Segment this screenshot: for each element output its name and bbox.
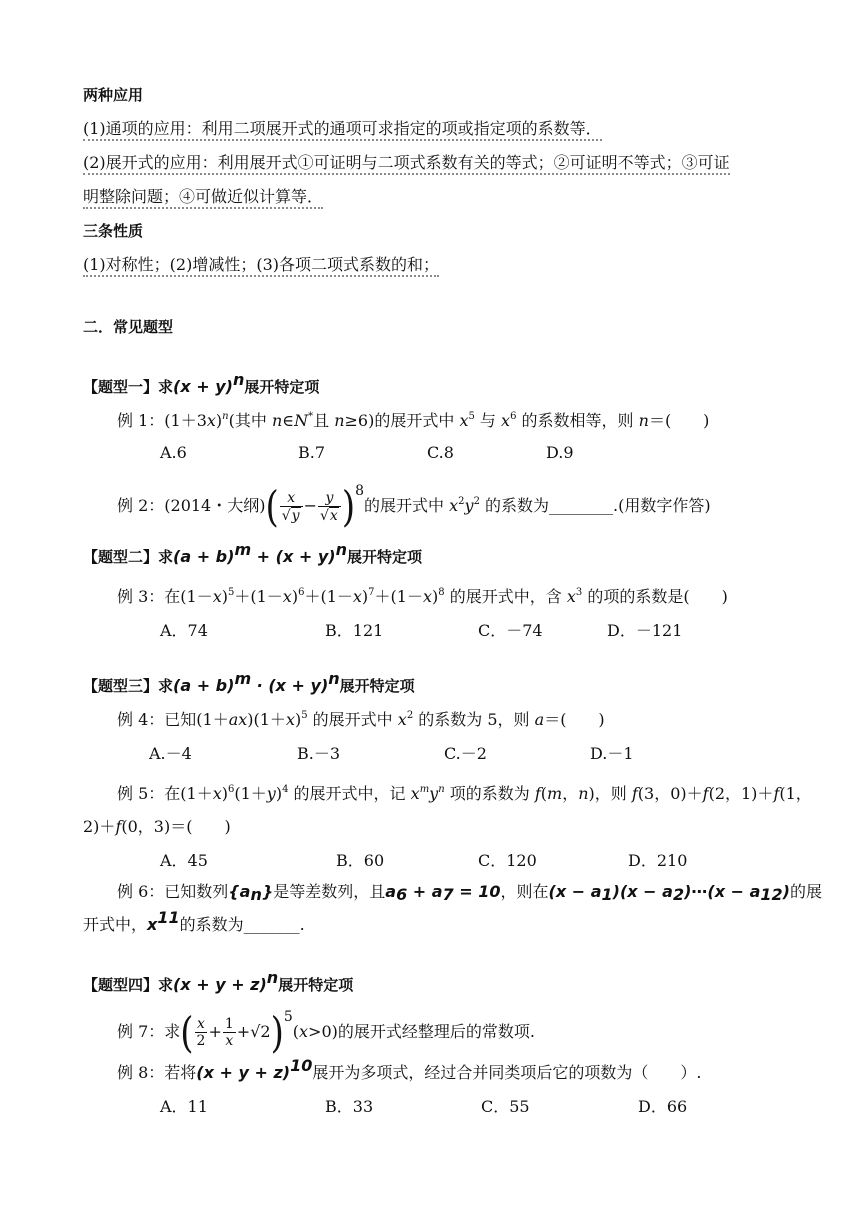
ex1-sup-n: n xyxy=(222,411,229,422)
ex1-sup-5: 5 xyxy=(468,411,475,422)
ex4-f: ＝( ) xyxy=(544,710,605,729)
ex5-y: y xyxy=(266,784,276,803)
ex1-text-d: ∈ xyxy=(282,411,295,430)
type-1-math: (x + y) xyxy=(173,377,233,396)
applications-heading: 两种应用 xyxy=(83,86,144,104)
ex7-fraction-2 xyxy=(223,1016,236,1049)
ex6-p2: )(x − a xyxy=(612,882,673,901)
ex6-c: ，则在 xyxy=(500,882,549,901)
section-heading: 二．常见题型 xyxy=(83,318,174,336)
application-1 xyxy=(83,118,602,140)
type-4-heading xyxy=(83,968,354,996)
ex1-option-d: D.9 xyxy=(546,443,574,462)
ex2-frac2-den xyxy=(318,507,341,524)
ex5-k: (2，1)＋ xyxy=(708,784,774,803)
ex4-option-d: D.－1 xyxy=(590,744,634,763)
ex6-x11: x xyxy=(147,915,158,934)
ex5-n: n xyxy=(438,784,445,795)
ex8-a: 例 8：若将 xyxy=(117,1063,197,1082)
ex5-i: )，则 xyxy=(588,784,632,803)
type-3-math-1: (a + b) xyxy=(173,676,235,695)
ex6-i6: 6 xyxy=(396,885,408,904)
type-3-math-2: (x + y) xyxy=(268,676,329,695)
ex7-frac2-den: x xyxy=(225,1033,234,1049)
ex1-var-x5: x xyxy=(459,411,469,430)
ex4-av: a xyxy=(534,710,545,729)
type-4-prefix: 【题型四】求 xyxy=(83,976,174,994)
ex1-var-n2: n xyxy=(334,411,345,430)
ex6-s11: 11 xyxy=(157,908,180,927)
ex7-fraction-1 xyxy=(195,1016,208,1049)
ex6-eq-plus: + a xyxy=(407,882,443,901)
ex2-var-y: y xyxy=(464,496,474,515)
type-4-sup: n xyxy=(266,968,279,987)
ex2-sqrt-2: √ xyxy=(320,507,329,524)
application-2-line-2 xyxy=(83,186,323,208)
ex3-option-a: A．74 xyxy=(160,621,208,640)
ex2-text-a: 例 2：(2014・大纲) xyxy=(117,496,266,515)
ex2-frac1-num: x xyxy=(280,490,303,507)
example-8 xyxy=(117,1056,702,1084)
ex8-option-a: A．11 xyxy=(160,1097,208,1116)
ex3-x2: x xyxy=(282,587,292,606)
ex4-x: x xyxy=(285,710,295,729)
ex3-b: ) xyxy=(221,587,228,606)
ex2-text-c: 的系数为________.(用数字作答) xyxy=(479,496,711,515)
type-3-sup-2: n xyxy=(328,669,340,688)
ex4-ax: ax xyxy=(228,710,248,729)
ex5-xm: x xyxy=(410,784,420,803)
properties-text: (1)对称性；(2)增减性；(3)各项二项式系数的和； xyxy=(83,255,439,277)
example-6-line-2 xyxy=(83,908,305,936)
ex5-s4: 4 xyxy=(282,784,289,795)
ex5-f3: f xyxy=(773,784,780,803)
ex1-star: * xyxy=(308,411,314,422)
ex5-f1: f xyxy=(631,784,638,803)
ex2-paren-close: ) xyxy=(341,481,356,532)
ex3-option-b: B．121 xyxy=(325,621,384,640)
ex6-p4: ) xyxy=(782,882,790,901)
type-2-heading xyxy=(83,540,422,568)
ex5-m2: m xyxy=(547,784,563,803)
ex2-frac2-den-val: x xyxy=(329,507,338,524)
ex4-s2: 2 xyxy=(406,710,414,721)
ex3-a: 例 3：在(1－ xyxy=(117,587,213,606)
ex1-option-b: B.7 xyxy=(298,443,326,462)
ex2-frac1-den-val: y xyxy=(291,507,300,524)
ex7-frac1-num: x xyxy=(195,1016,208,1033)
ex7-b: ( xyxy=(292,1022,300,1041)
ex8-option-d: D．66 xyxy=(638,1097,688,1116)
ex8-math: (x + y + z) xyxy=(196,1063,291,1082)
ex5-h: ， xyxy=(562,784,579,803)
ex6-b: 是等差数列，且 xyxy=(273,882,386,901)
ex5-j: (3，0)＋ xyxy=(637,784,703,803)
ex1-text-f: ≥6)的展开式中 xyxy=(344,411,460,430)
ex3-x1: x xyxy=(212,587,222,606)
ex2-var-x: x xyxy=(449,496,459,515)
ex5-g: ( xyxy=(540,784,548,803)
ex4-c: ) xyxy=(294,710,302,729)
ex2-sup-2b: 2 xyxy=(473,496,480,507)
ex5-s6: 6 xyxy=(227,784,235,795)
ex5-line2a: 2)＋ xyxy=(83,817,116,836)
ex8-b: 展开为多项式，经过合并同类项后它的项数为（ ）. xyxy=(312,1063,702,1082)
example-5-line-2 xyxy=(83,816,231,838)
ex7-a: 例 7：求 xyxy=(117,1022,181,1041)
ex6-eq1: a xyxy=(385,882,397,901)
ex6-j1: 1 xyxy=(601,885,613,904)
ex7-x: x xyxy=(299,1022,309,1041)
ex3-s7: 7 xyxy=(368,587,375,598)
ex5-l: (1， xyxy=(779,784,812,803)
ex2-power: 8 xyxy=(355,483,365,499)
ex5-d: ) xyxy=(275,784,283,803)
ex1-sup-6: 6 xyxy=(510,411,517,422)
ex3-j: 的项的系数是( ) xyxy=(582,587,728,606)
application-2-text-1: (2)展开式的应用：利用展开式①可证明与二项式系数有关的等式；②可证明不等式；③可证 xyxy=(83,153,730,175)
ex3-option-c: C．－74 xyxy=(478,621,543,640)
ex5-c: (1＋ xyxy=(234,784,267,803)
ex5-f: 项的系数为 xyxy=(444,784,535,803)
ex2-paren-open: ( xyxy=(265,481,279,532)
ex6-seq: {a xyxy=(228,882,251,901)
example-4 xyxy=(117,709,605,731)
type-3-heading xyxy=(83,669,415,697)
ex1-var-n3: n xyxy=(638,411,649,430)
ex5-f4: f xyxy=(115,817,122,836)
ex4-d: 的展开式中 xyxy=(307,710,398,729)
ex1-var-N: N xyxy=(294,411,309,430)
ex4-b: )(1＋ xyxy=(247,710,286,729)
example-5-line-1 xyxy=(117,783,812,805)
type-3-dot: · xyxy=(251,676,269,695)
ex5-option-c: C．120 xyxy=(478,851,537,870)
ex4-option-b: B.－3 xyxy=(297,744,341,763)
ex8-option-c: C．55 xyxy=(481,1097,530,1116)
type-1-sup: n xyxy=(232,370,245,389)
ex5-f2: f xyxy=(702,784,709,803)
type-4-suffix: 展开特定项 xyxy=(278,976,354,994)
ex6-d: 的展 xyxy=(789,882,822,901)
type-2-plus: + xyxy=(251,547,276,566)
ex1-text-c: (其中 xyxy=(228,411,272,430)
ex5-a: 例 5：在(1＋ xyxy=(117,784,213,803)
ex6-i7: 7 xyxy=(442,885,454,904)
example-2 xyxy=(117,478,711,534)
ex3-s5: 5 xyxy=(227,587,235,598)
ex7-power: 5 xyxy=(283,1009,293,1025)
ex7-plus-1: + xyxy=(208,1022,222,1041)
ex6-p1: (x − a xyxy=(548,882,602,901)
example-6-line-1 xyxy=(117,881,822,903)
ex7-frac2-num: 1 xyxy=(224,1016,234,1032)
ex5-b: ) xyxy=(221,784,228,803)
ex2-frac2-num: y xyxy=(318,490,341,507)
properties-heading: 三条性质 xyxy=(83,222,144,240)
ex6-seq-n: n xyxy=(250,885,262,904)
ex6-a: 例 6：已知数列 xyxy=(117,882,229,901)
ex2-sqrt-1: √ xyxy=(281,507,291,524)
ex5-e: 的展开式中，记 xyxy=(288,784,411,803)
ex3-x5: x xyxy=(566,587,576,606)
ex1-text-i: ＝( ) xyxy=(648,411,710,430)
application-2-line-1 xyxy=(83,152,730,174)
ex2-fraction-2 xyxy=(318,490,341,524)
type-2-sup-2: n xyxy=(335,540,347,559)
ex3-f: ) xyxy=(361,587,369,606)
ex6-seq-close: } xyxy=(261,882,274,901)
ex5-m: m xyxy=(419,784,430,795)
type-2-suffix: 展开特定项 xyxy=(346,548,422,566)
ex1-text-e: 且 xyxy=(313,411,335,430)
ex7-paren-open: ( xyxy=(180,1007,194,1058)
ex3-g: ＋(1－ xyxy=(374,587,423,606)
ex3-s8: 8 xyxy=(438,587,445,598)
ex4-x2: x xyxy=(397,710,407,729)
ex3-d: ) xyxy=(291,587,299,606)
ex5-option-a: A．45 xyxy=(160,851,208,870)
ex5-fmn: f xyxy=(534,784,541,803)
ex4-option-c: C.－2 xyxy=(444,744,487,763)
ex1-text-h: 的系数相等，则 xyxy=(516,411,639,430)
ex4-s5: 5 xyxy=(301,710,308,721)
ex1-text-g: 与 xyxy=(474,411,502,430)
ex1-text-a: 例 1：(1＋3 xyxy=(117,411,207,430)
ex5-n2: n xyxy=(578,784,589,803)
example-7 xyxy=(117,1004,535,1060)
type-1-heading xyxy=(83,370,320,398)
ex5-option-d: D．210 xyxy=(628,851,688,870)
type-2-math-2: (x + y) xyxy=(275,547,336,566)
type-1-prefix: 【题型一】求 xyxy=(83,378,174,396)
ex2-minus: − xyxy=(303,496,317,515)
ex6-line2a: 开式中， xyxy=(83,915,148,934)
ex1-var-x: x xyxy=(206,411,216,430)
type-2-sup-1: m xyxy=(234,540,252,559)
application-1-text: (1)通项的应用：利用二项展开式的通项可求指定的项或指定项的系数等． xyxy=(83,119,602,141)
ex1-var-x6: x xyxy=(501,411,511,430)
ex3-h: ) xyxy=(432,587,439,606)
ex3-x3: x xyxy=(352,587,362,606)
ex7-c: >0)的展开式经整理后的常数项. xyxy=(308,1022,535,1041)
ex2-text-b: 的展开式中 xyxy=(364,496,450,515)
type-1-suffix: 展开特定项 xyxy=(244,378,320,396)
ex6-j12: 12 xyxy=(760,885,783,904)
ex4-option-a: A.－4 xyxy=(149,744,192,763)
ex4-e: 的系数为 5，则 xyxy=(413,710,535,729)
ex1-text-b: ) xyxy=(215,411,223,430)
ex2-frac1-den xyxy=(280,507,303,524)
ex3-s3: 3 xyxy=(575,587,583,598)
ex6-eq-val: = 10 xyxy=(453,882,501,901)
ex2-sup-2a: 2 xyxy=(458,496,465,507)
type-4-math: (x + y + z) xyxy=(173,975,267,994)
application-2-text-2: 明整除问题；④可做近似计算等． xyxy=(83,187,323,209)
ex4-a: 例 4：已知(1＋ xyxy=(117,710,229,729)
type-2-math-1: (a + b) xyxy=(173,547,235,566)
ex2-fraction-1 xyxy=(280,490,303,524)
ex3-c: ＋(1－ xyxy=(234,587,283,606)
ex7-sqrt: √2 xyxy=(250,1022,271,1041)
ex3-e: ＋(1－ xyxy=(304,587,353,606)
example-1 xyxy=(117,410,709,432)
type-3-suffix: 展开特定项 xyxy=(339,677,415,695)
ex5-x: x xyxy=(212,784,222,803)
ex5-line2b: (0，3)＝( ) xyxy=(121,817,231,836)
ex6-j2: 2 xyxy=(672,885,685,904)
ex6-line2b: 的系数为_______. xyxy=(179,915,305,934)
ex7-plus-2: + xyxy=(236,1022,251,1041)
ex6-p3: )⋯(x − a xyxy=(684,882,761,901)
type-3-prefix: 【题型三】求 xyxy=(83,677,174,695)
ex3-i: 的展开式中，含 xyxy=(444,587,567,606)
ex8-option-b: B．33 xyxy=(325,1097,374,1116)
example-3 xyxy=(117,586,728,608)
properties-line xyxy=(83,254,439,276)
ex7-frac1-den: 2 xyxy=(196,1033,206,1049)
ex5-yn: y xyxy=(429,784,439,803)
ex1-var-n1: n xyxy=(271,411,283,430)
type-3-sup-1: m xyxy=(234,669,252,688)
ex1-option-c: C.8 xyxy=(427,443,454,462)
ex7-paren-close: ) xyxy=(270,1007,284,1058)
ex8-sup: 10 xyxy=(290,1056,313,1075)
ex3-option-d: D．－121 xyxy=(607,621,683,640)
type-2-prefix: 【题型二】求 xyxy=(83,548,174,566)
ex5-option-b: B．60 xyxy=(336,851,385,870)
ex1-option-a: A.6 xyxy=(160,443,187,462)
ex3-s6: 6 xyxy=(298,587,305,598)
ex3-x4: x xyxy=(422,587,433,606)
